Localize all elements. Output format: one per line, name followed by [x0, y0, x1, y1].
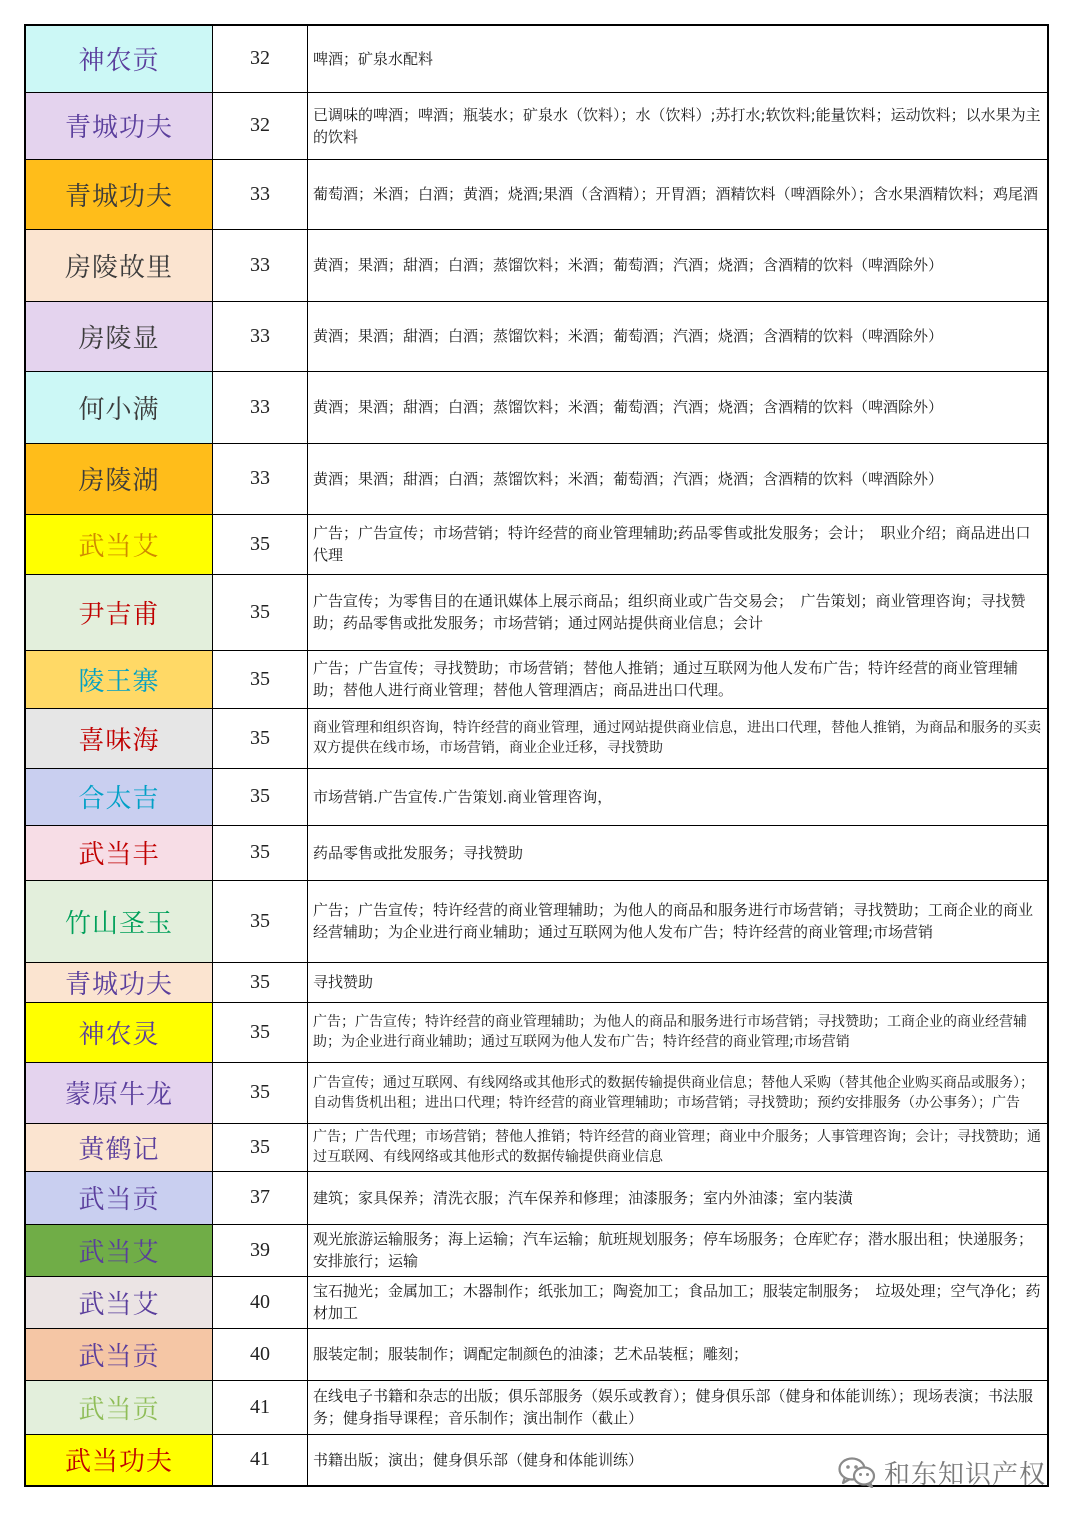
goods-services-text: 已调味的啤酒；啤酒；瓶装水；矿泉水（饮料）；水（饮料）;苏打水;软饮料;能量饮料；运动饮料；以水果为主的饮料 [313, 105, 1041, 146]
goods-services-text: 黄酒；果酒；甜酒；白酒；蒸馏饮料；米酒；葡萄酒；汽酒；烧酒；含酒精的饮料（啤酒除外） [313, 327, 944, 345]
table-row [25, 92, 1048, 159]
goods-services-text: 广告；广告宣传；寻找赞助；市场营销；替他人推销；通过互联网为他人发布广告；特许经营的商业管理辅助；替他人进行商业管理；替他人管理酒店；商品进出口代理。 [313, 659, 1019, 699]
mark-name-cell: 武当艾 [25, 1276, 213, 1328]
mark-name-cell: 房陵显 [25, 301, 213, 371]
class-number-cell: 35 [213, 708, 308, 768]
goods-services-cell [308, 1328, 1049, 1380]
table-row [25, 574, 1048, 650]
goods-services-text: 宝石抛光；金属加工；木器制作；纸张加工；陶瓷加工；食品加工；服装定制服务； 垃圾处理；空气净化；药材加工 [313, 1282, 1041, 1322]
goods-services-cell [308, 514, 1049, 574]
table-row [25, 25, 1048, 92]
goods-services-cell [308, 229, 1049, 301]
goods-services-text: 药品零售或批发服务；寻找赞助 [313, 843, 524, 862]
goods-services-cell [308, 443, 1049, 514]
goods-services-cell [308, 650, 1049, 708]
goods-services-text: 黄酒；果酒；甜酒；白酒；蒸馏饮料；米酒；葡萄酒；汽酒；烧酒；含酒精的饮料（啤酒除外） [313, 469, 944, 488]
goods-services-cell [308, 1062, 1049, 1123]
goods-services-cell [308, 92, 1049, 159]
class-number-cell: 35 [213, 574, 308, 650]
goods-services-text: 市场营销.广告宣传.广告策划.商业管理咨询， [313, 787, 613, 806]
table-row [25, 159, 1048, 229]
goods-services-text: 寻找赞助 [313, 973, 374, 991]
class-number-cell: 32 [213, 92, 308, 159]
mark-name-cell: 武当贡 [25, 1328, 213, 1380]
goods-services-text: 建筑；家具保养；清洗衣服；汽车保养和修理；油漆服务；室内外油漆；室内装潢 [313, 1188, 854, 1207]
table-row [25, 1276, 1048, 1328]
mark-name-cell: 喜味海 [25, 708, 213, 768]
goods-services-cell [308, 825, 1049, 880]
class-number-cell: 35 [213, 768, 308, 825]
class-number-cell: 33 [213, 229, 308, 301]
class-number-cell: 33 [213, 301, 308, 371]
goods-services-text: 广告；广告宣传；特许经营的商业管理辅助；为他人的商品和服务进行市场营销；寻找赞助；工商企业的商业经营辅助；为企业进行商业辅助；通过互联网为他人发布广告；特许经营的商业管理;市场营销 [313, 1014, 1027, 1050]
table-row [25, 301, 1048, 371]
mark-name-cell: 青城功夫 [25, 962, 213, 1002]
class-number-cell: 41 [213, 1380, 308, 1434]
mark-name-cell: 神农贡 [25, 25, 213, 92]
goods-services-cell [308, 1224, 1049, 1276]
goods-services-text: 广告宣传；通过互联网、有线网络或其他形式的数据传输提供商业信息；替他人采购（替其他企业购买商品或服务）；自动售货机出租；进出口代理；特许经营的商业管理辅助；市场营销；寻找赞助；预约安排服务（办公事务）；广告 [313, 1074, 1034, 1111]
goods-services-cell [308, 301, 1049, 371]
goods-services-text: 服装定制；服装制作；调配定制颜色的油漆；艺术品装框；雕刻； [313, 1345, 749, 1363]
goods-services-text: 广告宣传；为零售目的在通讯媒体上展示商品；组织商业或广告交易会； 广告策划；商业管理咨询；寻找赞助；药品零售或批发服务；市场营销；通过网站提供商业信息；会计 [313, 592, 1026, 632]
class-number-cell: 35 [213, 514, 308, 574]
watermark [838, 1452, 1046, 1492]
class-number-cell: 40 [213, 1328, 308, 1380]
mark-name-cell: 尹吉甫 [25, 574, 213, 650]
goods-services-text: 广告；广告代理；市场营销；替他人推销；特许经营的商业管理；商业中介服务；人事管理咨询；会计；寻找赞助；通过互联网、有线网络或其他形式的数据传输提供商业信息 [313, 1129, 1041, 1165]
goods-services-text: 广告；广告宣传；市场营销；特许经营的商业管理辅助;药品零售或批发服务；会计； 职业介绍；商品进出口代理 [313, 524, 1031, 564]
class-number-cell: 35 [213, 1062, 308, 1123]
table-row [25, 962, 1048, 1002]
goods-services-cell [308, 371, 1049, 443]
mark-name-cell: 何小满 [25, 371, 213, 443]
table-row [25, 1224, 1048, 1276]
table-row [25, 1328, 1048, 1380]
table-row [25, 768, 1048, 825]
mark-name-cell: 蒙原牛龙 [25, 1062, 213, 1123]
goods-services-cell [308, 574, 1049, 650]
table-row [25, 229, 1048, 301]
goods-services-text: 在线电子书籍和杂志的出版；俱乐部服务（娱乐或教育）；健身俱乐部（健身和体能训练）；现场表演；书法服务；健身指导课程；音乐制作；演出制作（截止） [313, 1387, 1034, 1427]
goods-services-cell [308, 1002, 1049, 1062]
mark-name-cell: 房陵故里 [25, 229, 213, 301]
goods-services-cell [308, 25, 1049, 92]
class-number-cell: 33 [213, 371, 308, 443]
class-number-cell: 33 [213, 443, 308, 514]
class-number-cell: 35 [213, 1002, 308, 1062]
table-row [25, 880, 1048, 962]
table-row [25, 1123, 1048, 1171]
class-number-cell: 35 [213, 880, 308, 962]
table-row [25, 1062, 1048, 1123]
goods-services-cell [308, 962, 1049, 1002]
table-row [25, 1171, 1048, 1224]
mark-name-cell: 青城功夫 [25, 92, 213, 159]
goods-services-cell [308, 880, 1049, 962]
goods-services-text: 商业管理和组织咨询，特许经营的商业管理，通过网站提供商业信息，进出口代理，替他人推销，为商品和服务的买卖双方提供在线市场，市场营销，商业企业迁移，寻找赞助 [313, 720, 1041, 756]
goods-services-cell [308, 159, 1049, 229]
table-row [25, 443, 1048, 514]
class-number-cell: 35 [213, 650, 308, 708]
goods-services-text: 书籍出版；演出；健身俱乐部（健身和体能训练） [313, 1450, 644, 1469]
mark-name-cell: 武当丰 [25, 825, 213, 880]
goods-services-text: 啤酒；矿泉水配料 [313, 49, 434, 68]
goods-services-text: 黄酒；果酒；甜酒；白酒；蒸馏饮料；米酒；葡萄酒；汽酒；烧酒；含酒精的饮料（啤酒除外） [313, 398, 944, 416]
mark-name-cell: 神农灵 [25, 1002, 213, 1062]
goods-services-text: 黄酒；果酒；甜酒；白酒；蒸馏饮料；米酒；葡萄酒；汽酒；烧酒；含酒精的饮料（啤酒除外） [313, 256, 944, 274]
mark-name-cell: 竹山圣玉 [25, 880, 213, 962]
class-number-cell: 35 [213, 962, 308, 1002]
class-number-cell: 37 [213, 1171, 308, 1224]
class-number-cell: 41 [213, 1434, 308, 1486]
goods-services-text: 观光旅游运输服务；海上运输；汽车运输；航班规划服务；停车场服务；仓库贮存；潜水服出租；快递服务；安排旅行；运输 [313, 1230, 1034, 1270]
goods-services-text: 葡萄酒；米酒；白酒；黄酒；烧酒;果酒（含酒精）；开胃酒；酒精饮料（啤酒除外）；含水果酒精饮料；鸡尾酒 [313, 185, 1039, 203]
mark-name-cell: 黄鹤记 [25, 1123, 213, 1171]
mark-name-cell: 武当贡 [25, 1171, 213, 1224]
watermark-text: 和东知识产权 [884, 1459, 1047, 1490]
class-number-cell: 40 [213, 1276, 308, 1328]
class-number-cell: 32 [213, 25, 308, 92]
trademark-table-body [25, 25, 1048, 1486]
goods-services-text: 广告；广告宣传；特许经营的商业管理辅助；为他人的商品和服务进行市场营销；寻找赞助；工商企业的商业经营辅助；为企业进行商业辅助；通过互联网为他人发布广告；特许经营的商业管理;市场营销 [313, 901, 1034, 941]
goods-services-cell [308, 1276, 1049, 1328]
table-row [25, 1380, 1048, 1434]
trademark-table [24, 24, 1049, 1487]
goods-services-cell [308, 708, 1049, 768]
goods-services-cell [308, 1171, 1049, 1224]
class-number-cell: 35 [213, 1123, 308, 1171]
class-number-cell: 39 [213, 1224, 308, 1276]
mark-name-cell: 武当艾 [25, 514, 213, 574]
mark-name-cell: 武当艾 [25, 1224, 213, 1276]
table-row [25, 514, 1048, 574]
class-number-cell: 33 [213, 159, 308, 229]
table-row [25, 1002, 1048, 1062]
table-row [25, 650, 1048, 708]
mark-name-cell: 陵王寨 [25, 650, 213, 708]
table-row [25, 708, 1048, 768]
class-number-cell: 35 [213, 825, 308, 880]
goods-services-cell [308, 768, 1049, 825]
goods-services-cell [308, 1380, 1049, 1434]
mark-name-cell: 青城功夫 [25, 159, 213, 229]
mark-name-cell: 合太吉 [25, 768, 213, 825]
mark-name-cell: 武当功夫 [25, 1434, 213, 1486]
table-row [25, 825, 1048, 880]
goods-services-cell [308, 1123, 1049, 1171]
table-row [25, 371, 1048, 443]
mark-name-cell: 房陵湖 [25, 443, 213, 514]
mark-name-cell: 武当贡 [25, 1380, 213, 1434]
wechat-icon [838, 1456, 876, 1488]
